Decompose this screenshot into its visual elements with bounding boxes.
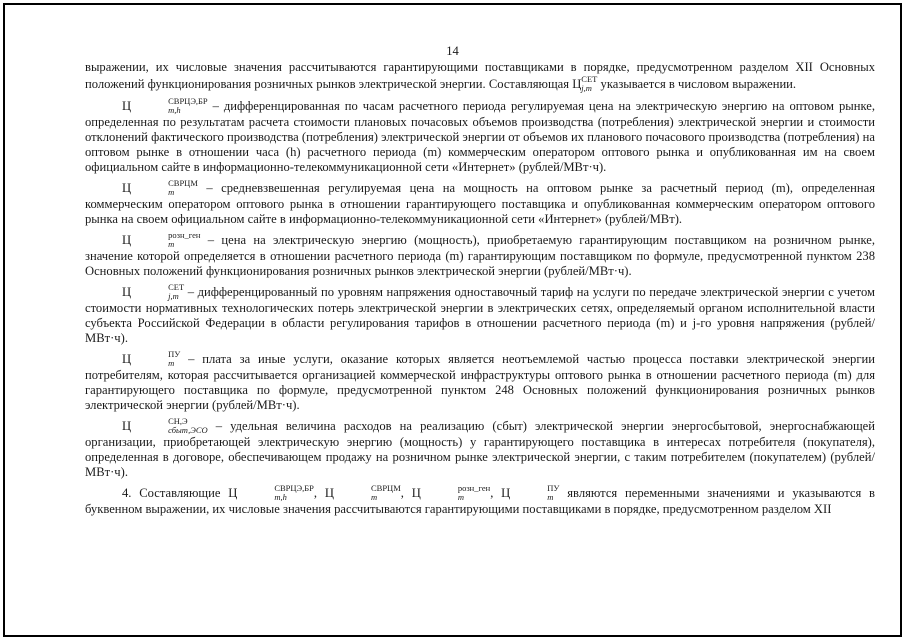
- formula-symbol: Ц СВРЦМ m: [122, 178, 198, 197]
- definition-text: – удельная величина расходов на реализацию (сбыт) электрической энергии энергосбытовой, энергоснабжающей организации, приобретающей электрическую энергию (мощность) у гарантирующего поставщика в интересах потребителя (покупателя), определенная в договоре, обеспечивающем продажу на розничном рынке электрической энергии, с таким потребителем (покупателем) (рублей/МВт·ч).: [85, 419, 875, 479]
- definition-text: – средневзвешенная регулируемая цена на мощность на оптовом рынке за расчетный период (m), определенная коммерческим оператором оптового рынка в отношении гарантирующего поставщика и опубликованная коммерческим оператором оптового рынка на своем официальном сайте в информационно-телекоммуникационной сети «Интернет» (рублей/МВт).: [85, 181, 875, 226]
- formula-symbol: Ц розн_ген m: [122, 230, 201, 249]
- definition-text: – дифференцированная по часам расчетного периода регулируемая цена на электрическую энергию на оптовом рынке, определенная по результатам расчета стоимости плановых почасовых объемов производства (потребления) электрической энергии и стоимости отклонений фактического производства (потребления) электрической энергии от объемов их планового почасового производства (потребления) на оптовом рынке в отношении часа (h) расчетного периода (m) коммерческим оператором оптового рынка и опубликованная им на своем официальном сайте в информационно-телекоммуникационной сети «Интернет» (рублей/МВт·ч).: [85, 99, 875, 174]
- formula-symbol: Ц СВРЦЭ,БР m,h: [228, 483, 314, 502]
- item-lead: 4. Составляющие: [122, 486, 221, 500]
- definition-text: – цена на электрическую энергию (мощность), приобретаемую гарантирующим поставщиком на розничном рынке, значение которой определяется в отношении расчетного периода (m) гарантирующим поставщиком по формуле, предусмотренной пунктом 238 Основных положений функционирования розничных рынков электрической энергии (рублей/МВт·ч).: [85, 233, 875, 278]
- formula-symbol: Ц СВРЦЭ,БР m,h: [122, 96, 208, 115]
- definition-paragraph: [85, 231, 875, 279]
- formula-symbol: Ц розн_ген m: [411, 483, 491, 502]
- paragraph-continuation: [85, 60, 875, 93]
- definition-text: – плата за иные услуги, оказание которых является неотъемлемой частью процесса поставки электрической энергии потребителям, которая рассчитывается организацией коммерческой инфраструктуры оптового рынка в отношении расчетного периода (m) для гарантирующего поставщика по формуле, предусмотренной пунктом 248 Основных положений функционирования розничных рынков электрической энергии (рублей/МВт·ч).: [85, 352, 875, 412]
- definition-paragraph: [85, 179, 875, 227]
- definition-text: – дифференцированный по уровням напряжения одноставочный тариф на услуги по передаче электрической энергии с учетом стоимости нормативных технологических потерь электрической энергии в электрических сетях, определяемый органом исполнительной власти субъекта Российской Федерации в области регулирования тарифов в отношении расчетного периода (m) и j-го уровня напряжения (рублей/МВт·ч).: [85, 285, 875, 345]
- item-text: являются переменными значениями и указываются в буквенном выражении, их числовые значения рассчитываются гарантирующими поставщиками в порядке, предусмотренном разделом XII: [85, 486, 876, 516]
- definition-paragraph: [85, 417, 875, 480]
- item-4-paragraph: 4. Составляющие Ц СВРЦЭ,БР m,h , Ц СВРЦМ m , Ц розн_ген m , Ц ПУ m являются переменными значениями и указываются в буквенном выражении, их числовые значения рассчитываются гарантирующими поставщиками в порядке, предусмотренном разделом XII: [85, 483, 876, 516]
- definition-paragraph: [85, 283, 875, 346]
- paragraph-tail: указывается в числовом выражении.: [600, 77, 797, 91]
- formula-symbol: Ц СН,Э сбыт,ЭСО: [122, 416, 208, 435]
- formula-symbol: Ц СВРЦМ m: [324, 483, 401, 502]
- formula-symbol: Ц СЕТ j,m: [572, 74, 598, 93]
- formula-symbol: Ц ПУ m: [122, 349, 181, 368]
- paragraph-text: выражении, их числовые значения рассчитываются гарантирующими поставщиками в порядке, предусмотренном разделом XII Основных положений функционирования розничных рынков электрической энергии. Составляющая: [85, 60, 875, 91]
- definition-paragraph: [85, 350, 875, 413]
- document-body: [85, 60, 875, 517]
- definition-paragraph: [85, 97, 875, 175]
- page-number: 14: [446, 44, 459, 58]
- formula-symbol: Ц СЕТ j,m: [122, 282, 185, 301]
- formula-symbol: Ц ПУ m: [501, 483, 560, 502]
